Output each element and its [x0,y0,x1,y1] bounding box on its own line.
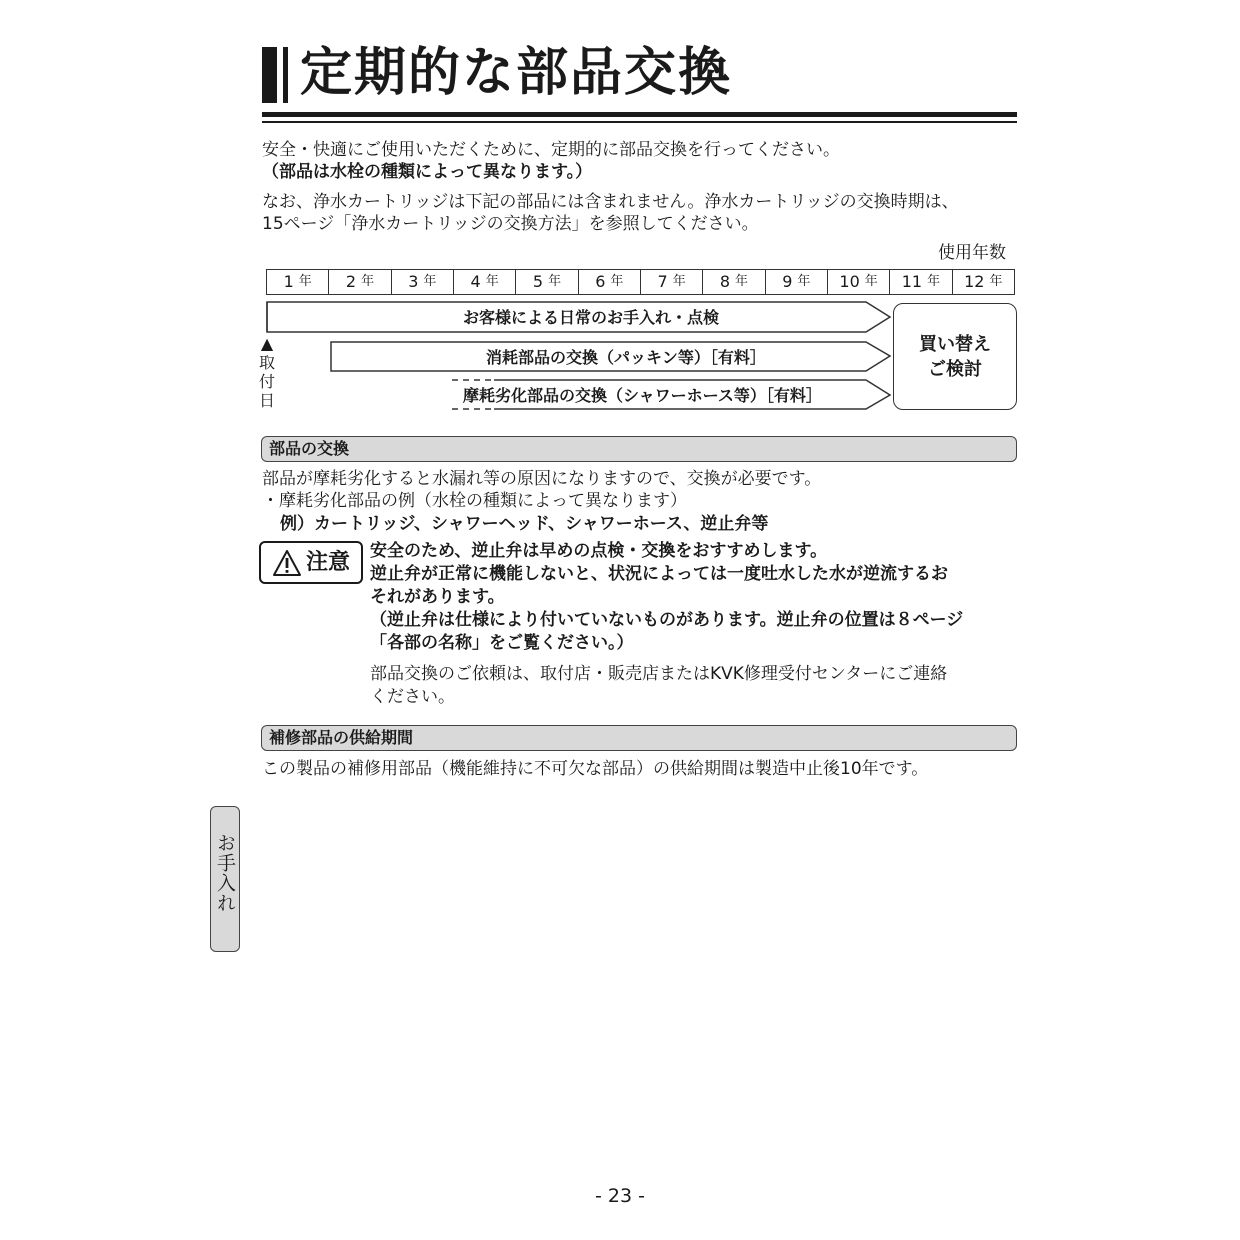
caution-line-5: 「各部の名称」をご覧ください。） [370,633,634,653]
parts-line-3: 例）カートリッジ、シャワーヘッド、シャワーホース、逆止弁等 [280,514,769,534]
page-title: 定期的な部品交換 [300,43,733,103]
side-tab-label: お手入れ [214,833,236,913]
year-cell: 12 年 [952,270,1014,294]
title-bar-thick [262,47,277,103]
install-date-label: 取 付 日 [258,353,275,410]
year-cell: 8 年 [702,270,764,294]
caution-line-4: （逆止弁は仕様により付いていないものがあります。逆止弁の位置は８ページ [370,610,964,630]
caution-line-3: それがあります。 [370,587,505,607]
supply-line-1: この製品の補修用部品（機能維持に不可欠な部品）の供給期間は製造中止後10年です。 [262,759,929,779]
year-cell: 7 年 [640,270,702,294]
intro-line-1: 安全・快適にご使用いただくために、定期的に部品交換を行ってください。 [262,140,840,160]
daily-care-label: お客様による日常のお手入れ・点検 [463,308,720,327]
year-cell: 6 年 [578,270,640,294]
title-rule-thin [262,121,1017,123]
caution-line-2: 逆止弁が正常に機能しないと、状況によっては一度吐水した水が逆流するお [370,564,948,584]
usage-years-label: 使用年数 [938,243,1006,263]
year-cell: 10 年 [827,270,889,294]
side-tab [210,806,240,952]
page-number: - 23 - [595,1185,645,1207]
intro-line-4: 15ページ「浄水カートリッジの交換方法」を参照してください。 [262,214,759,234]
year-cell: 1 年 [283,272,312,291]
caution-line-7: ください。 [370,687,455,707]
parts-line-1: 部品が摩耗劣化すると水漏れ等の原因になりますので、交換が必要です。 [262,469,822,489]
caution-label: 注意 [305,549,350,575]
year-cell: 2 年 [328,270,390,294]
year-cell: 9 年 [765,270,827,294]
title-rule-thick [262,112,1017,117]
year-cell: 11 年 [889,270,951,294]
year-cell: 5 年 [515,270,577,294]
title-bar-thin [283,47,288,103]
parts-section-header: 部品の交換 [261,436,1017,462]
year-table [266,269,1015,295]
supply-section-header: 補修部品の供給期間 [261,725,1017,751]
year-cell: 4 年 [453,270,515,294]
caution-line-6: 部品交換のご依頼は、取付店・販売店またはKVK修理受付センターにご連絡 [370,664,948,684]
replace-line-2: ご検討 [928,358,982,380]
intro-line-2: （部品は水栓の種類によって異なります。） [262,162,593,182]
install-marker-icon: ▲ [260,334,274,353]
caution-line-1: 安全のため、逆止弁は早めの点検・交換をおすすめします。 [370,541,828,561]
replace-line-1: 買い替え [919,333,991,355]
consumable-parts-label: 消耗部品の交換（パッキン等）［有料］ [486,348,766,367]
caution-badge [259,541,363,584]
replace-consider-box [893,303,1017,410]
warning-triangle-icon [272,549,302,577]
intro-line-3: なお、浄水カートリッジは下記の部品には含まれません。浄水カートリッジの交換時期は、 [262,192,959,212]
parts-line-2: ・摩耗劣化部品の例（水栓の種類によって異なります） [262,491,687,511]
year-cell: 3 年 [391,270,453,294]
wear-parts-label: 摩耗劣化部品の交換（シャワーホース等）［有料］ [463,386,822,405]
